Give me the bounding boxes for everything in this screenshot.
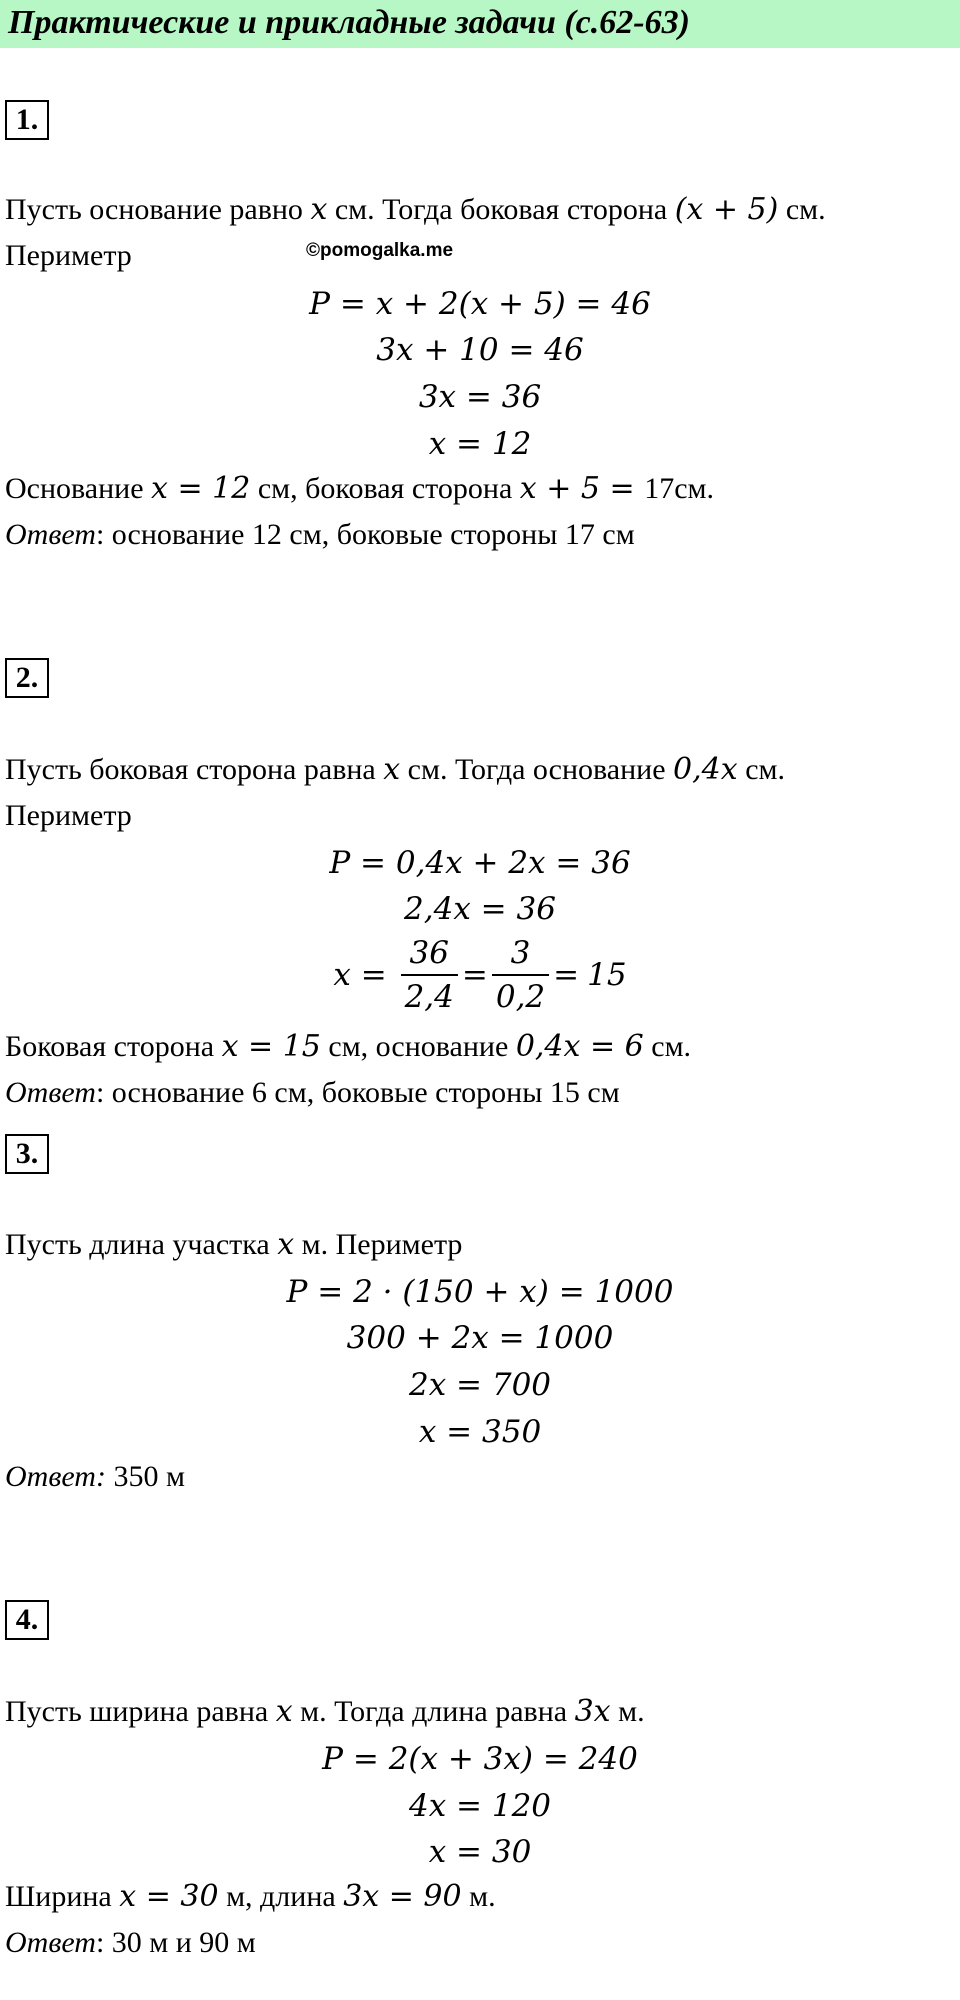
answer-label: Ответ: [5, 1460, 106, 1493]
answer-text: 350 м [105, 1460, 185, 1493]
problem4-answer [5, 1924, 256, 1962]
problem2-result-c: см. [643, 1030, 692, 1063]
problem1-result-c: 17см. [644, 472, 715, 505]
problem3-statement-a: Пусть длина участка [5, 1228, 278, 1261]
problem4-statement-b: м. Тогда длина равна [292, 1695, 575, 1728]
problem-number-4: 4. [5, 1600, 49, 1640]
problem2-result [5, 1028, 691, 1066]
problem2-result-a: Боковая сторона [5, 1030, 222, 1063]
equals-sign: = [461, 957, 488, 993]
watermark: ©pomogalka.me [306, 240, 454, 261]
problem-number-1: 1. [5, 100, 49, 140]
problem1-answer [5, 516, 635, 554]
math-04x-eq-6: 0,4x = 6 [515, 1029, 644, 1064]
math-04x: 0,4x [673, 752, 738, 787]
answer-label: Ответ [5, 1076, 96, 1109]
problem1-perimeter-label: Периметр [5, 239, 132, 272]
problem1-statement [5, 191, 826, 229]
problem4-equation-1: P = 2(x + 3x) = 240 [322, 1741, 638, 1777]
problem2-answer [5, 1074, 620, 1112]
problem2-fraction-equation [0, 932, 960, 1018]
math-x: x [277, 1227, 295, 1262]
problem2-equation-2: 2,4x = 36 [404, 891, 556, 927]
math-x-eq-30: x = 30 [119, 1879, 219, 1914]
math-x-plus-5-eq: x + 5 = [519, 471, 645, 506]
fraction-numerator: 3 [510, 935, 531, 971]
math-x-eq: x = [333, 957, 397, 993]
problem3-equation-1: P = 2 · (150 + x) = 1000 [286, 1274, 674, 1310]
problem2-result-b: см, основание [320, 1030, 516, 1063]
fraction-result: 15 [587, 957, 627, 993]
problem4-result-c: м. [461, 1880, 496, 1913]
problem1-equation-3: 3x = 36 [418, 379, 542, 415]
fraction-denominator: 0,2 [492, 974, 549, 1018]
header-bar [0, 0, 960, 48]
fraction-3-over-0-2 [492, 932, 549, 1018]
problem1-result-b: см, боковая сторона [250, 472, 520, 505]
problem3-answer [5, 1458, 185, 1496]
math-x-eq-12: x = 12 [151, 471, 251, 506]
fraction-numerator: 36 [409, 935, 449, 971]
problem3-equation-2: 300 + 2x = 1000 [346, 1320, 614, 1356]
problem2-statement-b: см. Тогда основание [400, 753, 674, 786]
problem3-statement-b: м. Периметр [294, 1228, 463, 1261]
problem2-equation-1: P = 0,4x + 2x = 36 [329, 845, 631, 881]
math-3x-eq-90: 3x = 90 [343, 1879, 462, 1914]
equals-sign: = [553, 957, 580, 993]
problem1-statement-b: см. Тогда боковая сторона [327, 193, 675, 226]
problem1-equation-2: 3x + 10 = 46 [376, 332, 584, 368]
problem4-statement-c: м. [610, 1695, 645, 1728]
math-x-plus-5: (x + 5) [674, 192, 779, 227]
math-x: x [383, 752, 401, 787]
problem4-result-b: м, длина [218, 1880, 344, 1913]
problem4-result [5, 1878, 496, 1916]
problem3-equation-3: 2x = 700 [408, 1367, 552, 1403]
problem1-result-a: Основание [5, 472, 152, 505]
answer-text: : основание 12 см, боковые стороны 17 см [95, 518, 635, 551]
problem1-statement-c: см. [778, 193, 826, 226]
problem4-result-a: Ширина [5, 1880, 120, 1913]
problem1-statement-a: Пусть основание равно [5, 193, 311, 226]
problem1-equation-1: P = x + 2(x + 5) = 46 [309, 286, 651, 322]
problem2-statement [5, 751, 785, 789]
math-3x: 3x [574, 1694, 611, 1729]
problem2-perimeter-label: Периметр [5, 799, 132, 832]
problem1-result [5, 470, 714, 508]
answer-text: : 30 м и 90 м [95, 1926, 256, 1959]
problem1-equation-4: x = 12 [428, 426, 532, 462]
answer-label: Ответ [5, 518, 96, 551]
fraction-36-over-2-4 [401, 932, 458, 1018]
page-title: Практические и прикладные задачи (с.62-63) [8, 4, 690, 41]
problem4-equation-3: x = 30 [428, 1834, 532, 1870]
problem2-statement-a: Пусть боковая сторона равна [5, 753, 384, 786]
problem4-statement [5, 1693, 645, 1731]
answer-text: : основание 6 см, боковые стороны 15 см [95, 1076, 620, 1109]
answer-label: Ответ [5, 1926, 96, 1959]
math-x: x [275, 1694, 293, 1729]
problem3-equation-4: x = 350 [418, 1414, 542, 1450]
fraction-denominator: 2,4 [401, 974, 458, 1018]
problem4-equation-2: 4x = 120 [408, 1788, 552, 1824]
problem-number-3: 3. [5, 1134, 49, 1174]
problem-number-2: 2. [5, 658, 49, 698]
problem3-statement [5, 1226, 462, 1264]
math-x-eq-15: x = 15 [221, 1029, 321, 1064]
problem4-statement-a: Пусть ширина равна [5, 1695, 276, 1728]
problem2-statement-c: см. [737, 753, 785, 786]
math-x: x [310, 192, 328, 227]
